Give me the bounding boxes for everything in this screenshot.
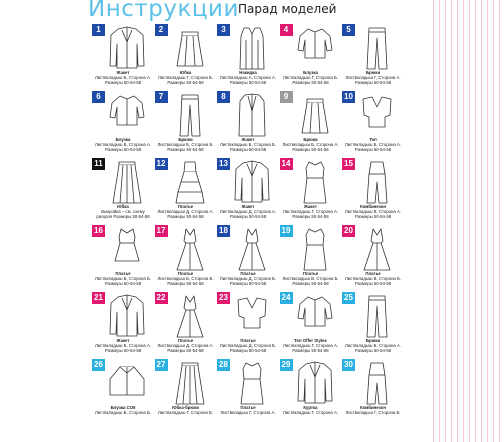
pants-sketch-icon xyxy=(356,26,398,70)
coat-sketch-icon xyxy=(231,93,273,137)
model-name: Жакет xyxy=(304,204,317,209)
model-caption xyxy=(278,204,344,219)
model-caption xyxy=(278,338,344,353)
model-number-badge: 15 xyxy=(342,158,355,170)
model-pattern-sheet: Листвкладыш В, Сторона Б. xyxy=(344,276,402,281)
model-number-badge: 16 xyxy=(92,225,105,237)
model-sizes: Размеры 50-54-58 xyxy=(104,281,142,286)
gown-sketch-icon xyxy=(231,227,273,271)
model-caption xyxy=(278,405,344,415)
model-card[interactable] xyxy=(342,91,404,156)
model-number-badge: 10 xyxy=(342,91,355,103)
model-number-badge: 12 xyxy=(155,158,168,170)
model-sizes: Размеры 50-54-58 xyxy=(104,147,142,152)
model-card[interactable] xyxy=(217,225,279,290)
model-caption xyxy=(340,137,406,152)
model-card[interactable] xyxy=(342,225,404,290)
model-pattern-sheet: Листвкладыш Г, Сторона Б. xyxy=(157,75,214,80)
model-card[interactable] xyxy=(155,91,217,156)
models-grid xyxy=(92,24,422,442)
model-pattern-sheet: Листвкладыш Г, Сторона Б. xyxy=(157,410,214,415)
model-caption xyxy=(215,204,281,219)
model-number-badge: 11 xyxy=(92,158,105,170)
model-pattern-sheet: Листвкладыш В, Сторона А. xyxy=(344,209,402,214)
gown-sketch-icon xyxy=(356,227,398,271)
model-name: Платье xyxy=(177,271,194,276)
blouse-sketch-icon xyxy=(106,93,148,137)
model-card[interactable] xyxy=(92,359,154,424)
model-pattern-sheet: Листвкладыш Д, Сторона А. xyxy=(219,209,277,214)
model-card[interactable] xyxy=(342,359,404,424)
model-name: Брюки xyxy=(365,338,381,343)
model-number-badge: 21 xyxy=(92,292,105,304)
model-caption xyxy=(340,271,406,286)
vest-sketch-icon xyxy=(231,26,273,70)
skirt-sketch-icon xyxy=(294,93,336,137)
model-card[interactable] xyxy=(217,158,279,223)
model-card[interactable] xyxy=(280,292,342,357)
dress-sketch-icon xyxy=(294,227,336,271)
model-number-badge: 26 xyxy=(92,359,105,371)
model-sizes: Размеры 50-54-58 xyxy=(229,281,267,286)
model-pattern-sheet: Листвкладыш Д, Сторона Б. xyxy=(219,276,277,281)
model-caption xyxy=(153,405,219,415)
model-sizes: Размеры 50-54-58 xyxy=(292,147,329,152)
page-title: Инструкции xyxy=(88,0,239,22)
tiered-sketch-icon xyxy=(169,160,211,204)
model-number-badge: 7 xyxy=(155,91,168,103)
model-number-badge: 14 xyxy=(280,158,293,170)
model-number-badge: 3 xyxy=(217,24,230,36)
pants-sketch-icon xyxy=(356,294,398,338)
model-sizes: раскроя Размеры 50-54-58 xyxy=(96,214,150,219)
model-sizes: Размеры 50-54-58 xyxy=(167,147,204,152)
model-pattern-sheet: Листвкладыш А, Сторона А. xyxy=(219,75,277,80)
model-caption xyxy=(215,405,281,415)
model-sizes: Размеры 50-54-58 xyxy=(292,80,329,85)
model-number-badge: 4 xyxy=(280,24,293,36)
model-caption xyxy=(90,70,156,85)
model-name: Блузка xyxy=(303,70,318,75)
model-name: Брюки xyxy=(178,137,193,142)
model-caption xyxy=(153,204,219,219)
model-name: Брюки xyxy=(303,137,318,142)
model-pattern-sheet: Листвкладыш Г, Сторона Б. xyxy=(345,410,401,415)
top-sketch-icon xyxy=(231,294,273,338)
model-caption xyxy=(90,204,156,219)
model-number-badge: 6 xyxy=(92,91,105,103)
model-name: Платье xyxy=(240,338,256,343)
model-pattern-sheet: Листвкладыш Д, Сторона А. xyxy=(157,343,214,348)
model-pattern-sheet: Листвкладыш Б, Сторона Б. xyxy=(94,410,152,415)
model-pattern-sheet: Листвкладыш Г, Сторона А. xyxy=(282,343,339,348)
model-caption xyxy=(90,338,156,353)
model-number-badge: 25 xyxy=(342,292,355,304)
model-caption xyxy=(153,338,219,353)
model-sizes: Размеры 50-54-58 xyxy=(354,147,392,152)
model-pattern-sheet: Листвкладыш Б, Сторона Б. xyxy=(157,276,214,281)
model-sizes: Размеры 50-54-58 xyxy=(167,348,204,353)
model-sizes: Размеры 50-54-58 xyxy=(167,281,204,286)
dress-sketch-icon xyxy=(231,361,273,405)
model-pattern-sheet: Листвкладыш Д, Сторона Б. xyxy=(219,343,277,348)
model-card[interactable] xyxy=(342,158,404,223)
model-sizes: Размеры 50-54-58 xyxy=(292,281,329,286)
model-caption xyxy=(215,137,281,152)
longskirt-sketch-icon xyxy=(106,160,148,204)
model-name: Юбка xyxy=(117,204,129,209)
jumpsuit-sketch-icon xyxy=(356,361,398,405)
model-name: Платье xyxy=(240,405,256,410)
model-sizes: Размеры 50-54-58 xyxy=(229,80,267,85)
model-pattern-sheet: Листвкладыш Б, Сторона Б. xyxy=(94,276,152,281)
model-card[interactable] xyxy=(92,24,154,89)
model-name: Юбка xyxy=(179,70,192,75)
model-name: Куртка xyxy=(303,405,318,410)
model-caption xyxy=(90,271,156,286)
model-number-badge: 23 xyxy=(217,292,230,304)
jacket-sketch-icon xyxy=(231,160,273,204)
model-number-badge: 28 xyxy=(217,359,230,371)
model-number-badge: 27 xyxy=(155,359,168,371)
model-number-badge: 18 xyxy=(217,225,230,237)
model-name: Брюки xyxy=(365,70,381,75)
model-card[interactable] xyxy=(92,225,154,290)
top-sketch-icon xyxy=(356,93,398,137)
model-caption xyxy=(278,137,344,152)
model-name: Накидка xyxy=(239,70,257,75)
model-caption xyxy=(153,137,219,152)
model-name: Платье xyxy=(365,271,381,276)
model-card[interactable] xyxy=(280,359,342,424)
model-name: Блузка xyxy=(115,137,131,142)
model-number-badge: 1 xyxy=(92,24,105,36)
model-caption xyxy=(340,338,406,353)
model-pattern-sheet: Листвкладыш Б, Сторона А. xyxy=(94,142,152,147)
model-sizes: Размеры 50-54-58 xyxy=(229,147,267,152)
model-number-badge: 20 xyxy=(342,225,355,237)
model-number-badge: 17 xyxy=(155,225,168,237)
model-sizes: Размеры 50-54-58 xyxy=(229,214,267,219)
model-caption xyxy=(340,204,406,219)
model-name: Платье xyxy=(177,204,194,209)
model-name: Жакет xyxy=(241,204,255,209)
model-number-badge: 8 xyxy=(217,91,230,103)
jacket-sketch-icon xyxy=(106,26,148,70)
model-number-badge: 2 xyxy=(155,24,168,36)
model-name: Жакет xyxy=(116,338,130,343)
model-name: Топ Offer Styles xyxy=(294,338,327,343)
model-card[interactable] xyxy=(155,158,217,223)
model-card[interactable] xyxy=(92,91,154,156)
page-edge-stripe xyxy=(428,0,504,442)
model-pattern-sheet: Листвкладыш Б, Сторона А. xyxy=(344,142,402,147)
model-name: Платье xyxy=(177,338,194,343)
cape-sketch-icon xyxy=(106,361,148,405)
dress-sketch-icon xyxy=(294,160,336,204)
model-pattern-sheet: Листвкладыш Г, Сторона А. xyxy=(282,209,339,214)
model-pattern-sheet: Листвкладыш Г, Сторона Б. xyxy=(282,75,339,80)
model-pattern-sheet: Листвкладыш Г, Сторона А. xyxy=(345,75,401,80)
model-caption xyxy=(153,271,219,286)
model-card[interactable] xyxy=(92,158,154,223)
model-pattern-sheet: Выкройка – см. схему xyxy=(101,209,145,214)
model-card[interactable] xyxy=(280,158,342,223)
model-pattern-sheet: Листвкладыш В, Сторона Б. xyxy=(282,276,339,281)
model-pattern-sheet: Листвкладыш Б, Сторона А. xyxy=(282,142,339,147)
model-pattern-sheet: Листвкладыш Д, Сторона А. xyxy=(157,209,214,214)
model-caption xyxy=(215,70,281,85)
model-number-badge: 30 xyxy=(342,359,355,371)
model-caption xyxy=(340,70,406,85)
model-number-badge: 22 xyxy=(155,292,168,304)
model-sizes: Размеры 50-54-58 xyxy=(292,348,329,353)
model-name: Платье xyxy=(240,271,256,276)
model-caption xyxy=(215,271,281,286)
model-sizes: Размеры 50-54-58 xyxy=(229,348,267,353)
shortdress-sketch-icon xyxy=(106,227,148,271)
model-sizes: Размеры 50-54-58 xyxy=(354,214,392,219)
model-card[interactable] xyxy=(155,292,217,357)
model-card[interactable] xyxy=(342,292,404,357)
gown-sketch-icon xyxy=(169,227,211,271)
model-name: Юбка-брюки xyxy=(172,405,199,410)
model-pattern-sheet: Листвкладыш Б, Сторона А. xyxy=(94,75,152,80)
model-card[interactable] xyxy=(280,91,342,156)
model-sizes: Размеры 50-54-58 xyxy=(354,80,392,85)
model-card[interactable] xyxy=(217,24,279,89)
model-number-badge: 13 xyxy=(217,158,230,170)
model-pattern-sheet: Листвкладыш Б, Сторона Б. xyxy=(219,142,277,147)
model-name: Платье xyxy=(115,271,131,276)
model-card[interactable] xyxy=(217,91,279,156)
blouse-sketch-icon xyxy=(294,26,336,70)
model-name: Комбинезон xyxy=(360,204,386,209)
model-pattern-sheet: Листвкладыш Г, Сторона А. xyxy=(220,410,276,415)
model-sizes: Размеры 50-54-58 xyxy=(104,348,142,353)
longskirt-sketch-icon xyxy=(169,361,211,405)
gown-sketch-icon xyxy=(169,294,211,338)
model-name: Платье xyxy=(302,271,319,276)
model-card[interactable] xyxy=(342,24,404,89)
pants-sketch-icon xyxy=(169,93,211,137)
model-sizes: Размеры 50-54-58 xyxy=(167,214,204,219)
jacket-sketch-icon xyxy=(106,294,148,338)
page-subtitle: Парад моделей xyxy=(238,2,337,16)
model-card[interactable] xyxy=(155,24,217,89)
model-pattern-sheet: Листвкладыш Г, Сторона А. xyxy=(282,410,339,415)
model-caption xyxy=(278,70,344,85)
model-pattern-sheet: Листвкладыш Б, Сторона А. xyxy=(344,343,402,348)
model-sizes: Размеры 50-54-58 xyxy=(292,214,329,219)
jumpsuit-sketch-icon xyxy=(356,160,398,204)
model-caption xyxy=(90,405,156,415)
model-caption xyxy=(153,70,219,85)
model-card[interactable] xyxy=(217,292,279,357)
model-pattern-sheet: Листвкладыш Б, Сторона Б. xyxy=(157,142,214,147)
skirt-sketch-icon xyxy=(169,26,211,70)
model-card[interactable] xyxy=(280,24,342,89)
model-number-badge: 29 xyxy=(280,359,293,371)
model-caption xyxy=(340,405,406,415)
model-name: Жакет xyxy=(116,70,130,75)
model-name: Топ xyxy=(369,137,377,142)
model-number-badge: 19 xyxy=(280,225,293,237)
blouse-sketch-icon xyxy=(294,294,336,338)
model-number-badge: 9 xyxy=(280,91,293,103)
model-sizes: Размеры 50-54-58 xyxy=(354,348,392,353)
model-name: Жакет xyxy=(241,137,255,142)
model-number-badge: 24 xyxy=(280,292,293,304)
model-caption xyxy=(215,338,281,353)
jacket-sketch-icon xyxy=(294,361,336,405)
model-caption xyxy=(278,271,344,286)
model-name: Комбинезон xyxy=(360,405,386,410)
model-card[interactable] xyxy=(280,225,342,290)
model-pattern-sheet: Листвкладыш Б, Сторона А. xyxy=(94,343,152,348)
model-caption xyxy=(90,137,156,152)
model-number-badge: 5 xyxy=(342,24,355,36)
model-sizes: Размеры 50-54-58 xyxy=(167,80,204,85)
model-sizes: Размеры 50-54-58 xyxy=(104,80,142,85)
model-sizes: Размеры 50-54-58 xyxy=(354,281,392,286)
model-card[interactable] xyxy=(217,359,279,424)
model-card[interactable] xyxy=(92,292,154,357)
model-card[interactable] xyxy=(155,359,217,424)
model-card[interactable] xyxy=(155,225,217,290)
model-name: Блузка CO5 xyxy=(110,405,136,410)
